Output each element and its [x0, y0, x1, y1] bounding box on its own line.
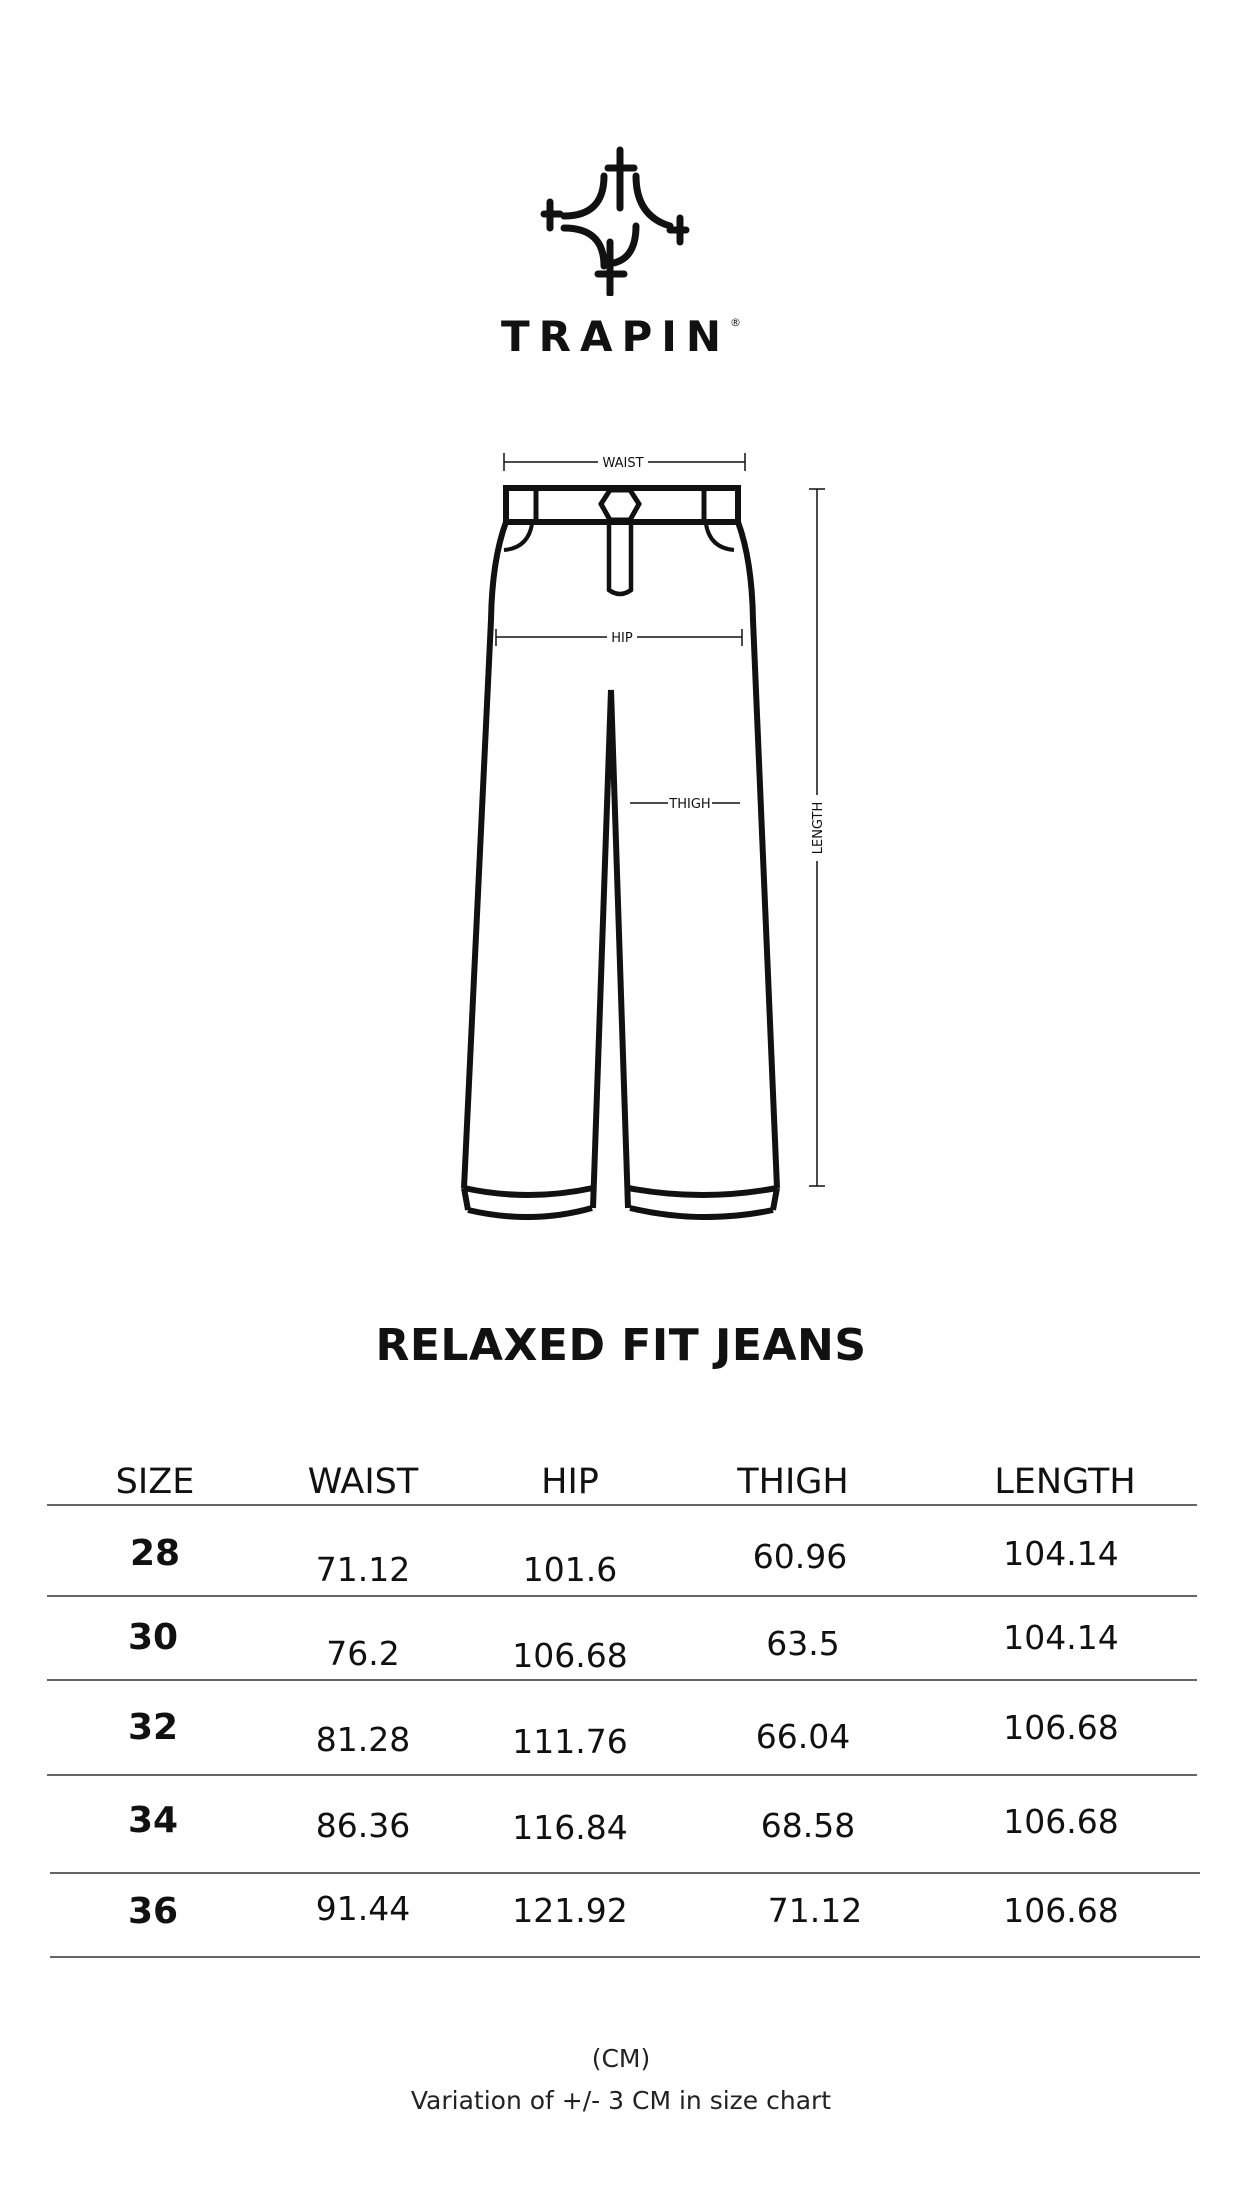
table-cell-length: 104.14 [1003, 1534, 1119, 1573]
table-divider [47, 1774, 1197, 1776]
table-cell-waist: 86.36 [315, 1806, 411, 1845]
column-header-waist: WAIST [307, 1462, 419, 1502]
unit-note: (CM) [591, 2044, 651, 2073]
variation-note: Variation of +/- 3 CM in size chart [410, 2086, 832, 2115]
table-cell-thigh: 63.5 [766, 1624, 840, 1663]
column-header-length: LENGTH [994, 1462, 1136, 1502]
table-cell-waist: 91.44 [315, 1889, 411, 1928]
registered-mark: ® [730, 316, 742, 329]
table-cell-size: 30 [127, 1617, 179, 1658]
table-divider [50, 1956, 1200, 1958]
column-header-size: SIZE [115, 1462, 195, 1502]
table-cell-hip: 101.6 [522, 1550, 618, 1589]
column-header-thigh: THIGH [737, 1462, 849, 1502]
table-cell-hip: 116.84 [512, 1808, 628, 1847]
table-cell-size: 36 [127, 1891, 179, 1932]
table-cell-waist: 71.12 [315, 1550, 411, 1589]
table-cell-waist: 76.2 [326, 1634, 400, 1673]
product-title: RELAXED FIT JEANS [375, 1320, 867, 1371]
table-divider [47, 1595, 1197, 1597]
table-cell-size: 32 [127, 1707, 179, 1748]
table-cell-size: 28 [129, 1533, 181, 1574]
table-cell-length: 104.14 [1003, 1618, 1119, 1657]
table-cell-thigh: 68.58 [760, 1806, 856, 1845]
table-cell-hip: 121.92 [512, 1891, 628, 1930]
table-cell-thigh: 60.96 [752, 1537, 848, 1576]
table-cell-hip: 106.68 [512, 1636, 628, 1675]
table-cell-waist: 81.28 [315, 1720, 411, 1759]
length-measure-label: LENGTH [811, 801, 826, 855]
table-divider [47, 1504, 1197, 1506]
table-cell-length: 106.68 [1003, 1708, 1119, 1747]
table-cell-size: 34 [127, 1800, 179, 1841]
column-header-hip: HIP [541, 1462, 599, 1502]
table-cell-length: 106.68 [1003, 1891, 1119, 1930]
table-divider [47, 1679, 1197, 1681]
waist-measure-label: WAIST [602, 456, 644, 471]
table-divider [50, 1872, 1200, 1874]
thigh-measure-label: THIGH [669, 797, 711, 812]
brand-name: TRAPIN [500, 312, 731, 361]
table-cell-hip: 111.76 [512, 1722, 628, 1761]
hip-measure-label: HIP [611, 631, 633, 646]
table-cell-length: 106.68 [1003, 1802, 1119, 1841]
table-cell-thigh: 66.04 [755, 1717, 851, 1756]
table-cell-thigh: 71.12 [767, 1891, 863, 1930]
